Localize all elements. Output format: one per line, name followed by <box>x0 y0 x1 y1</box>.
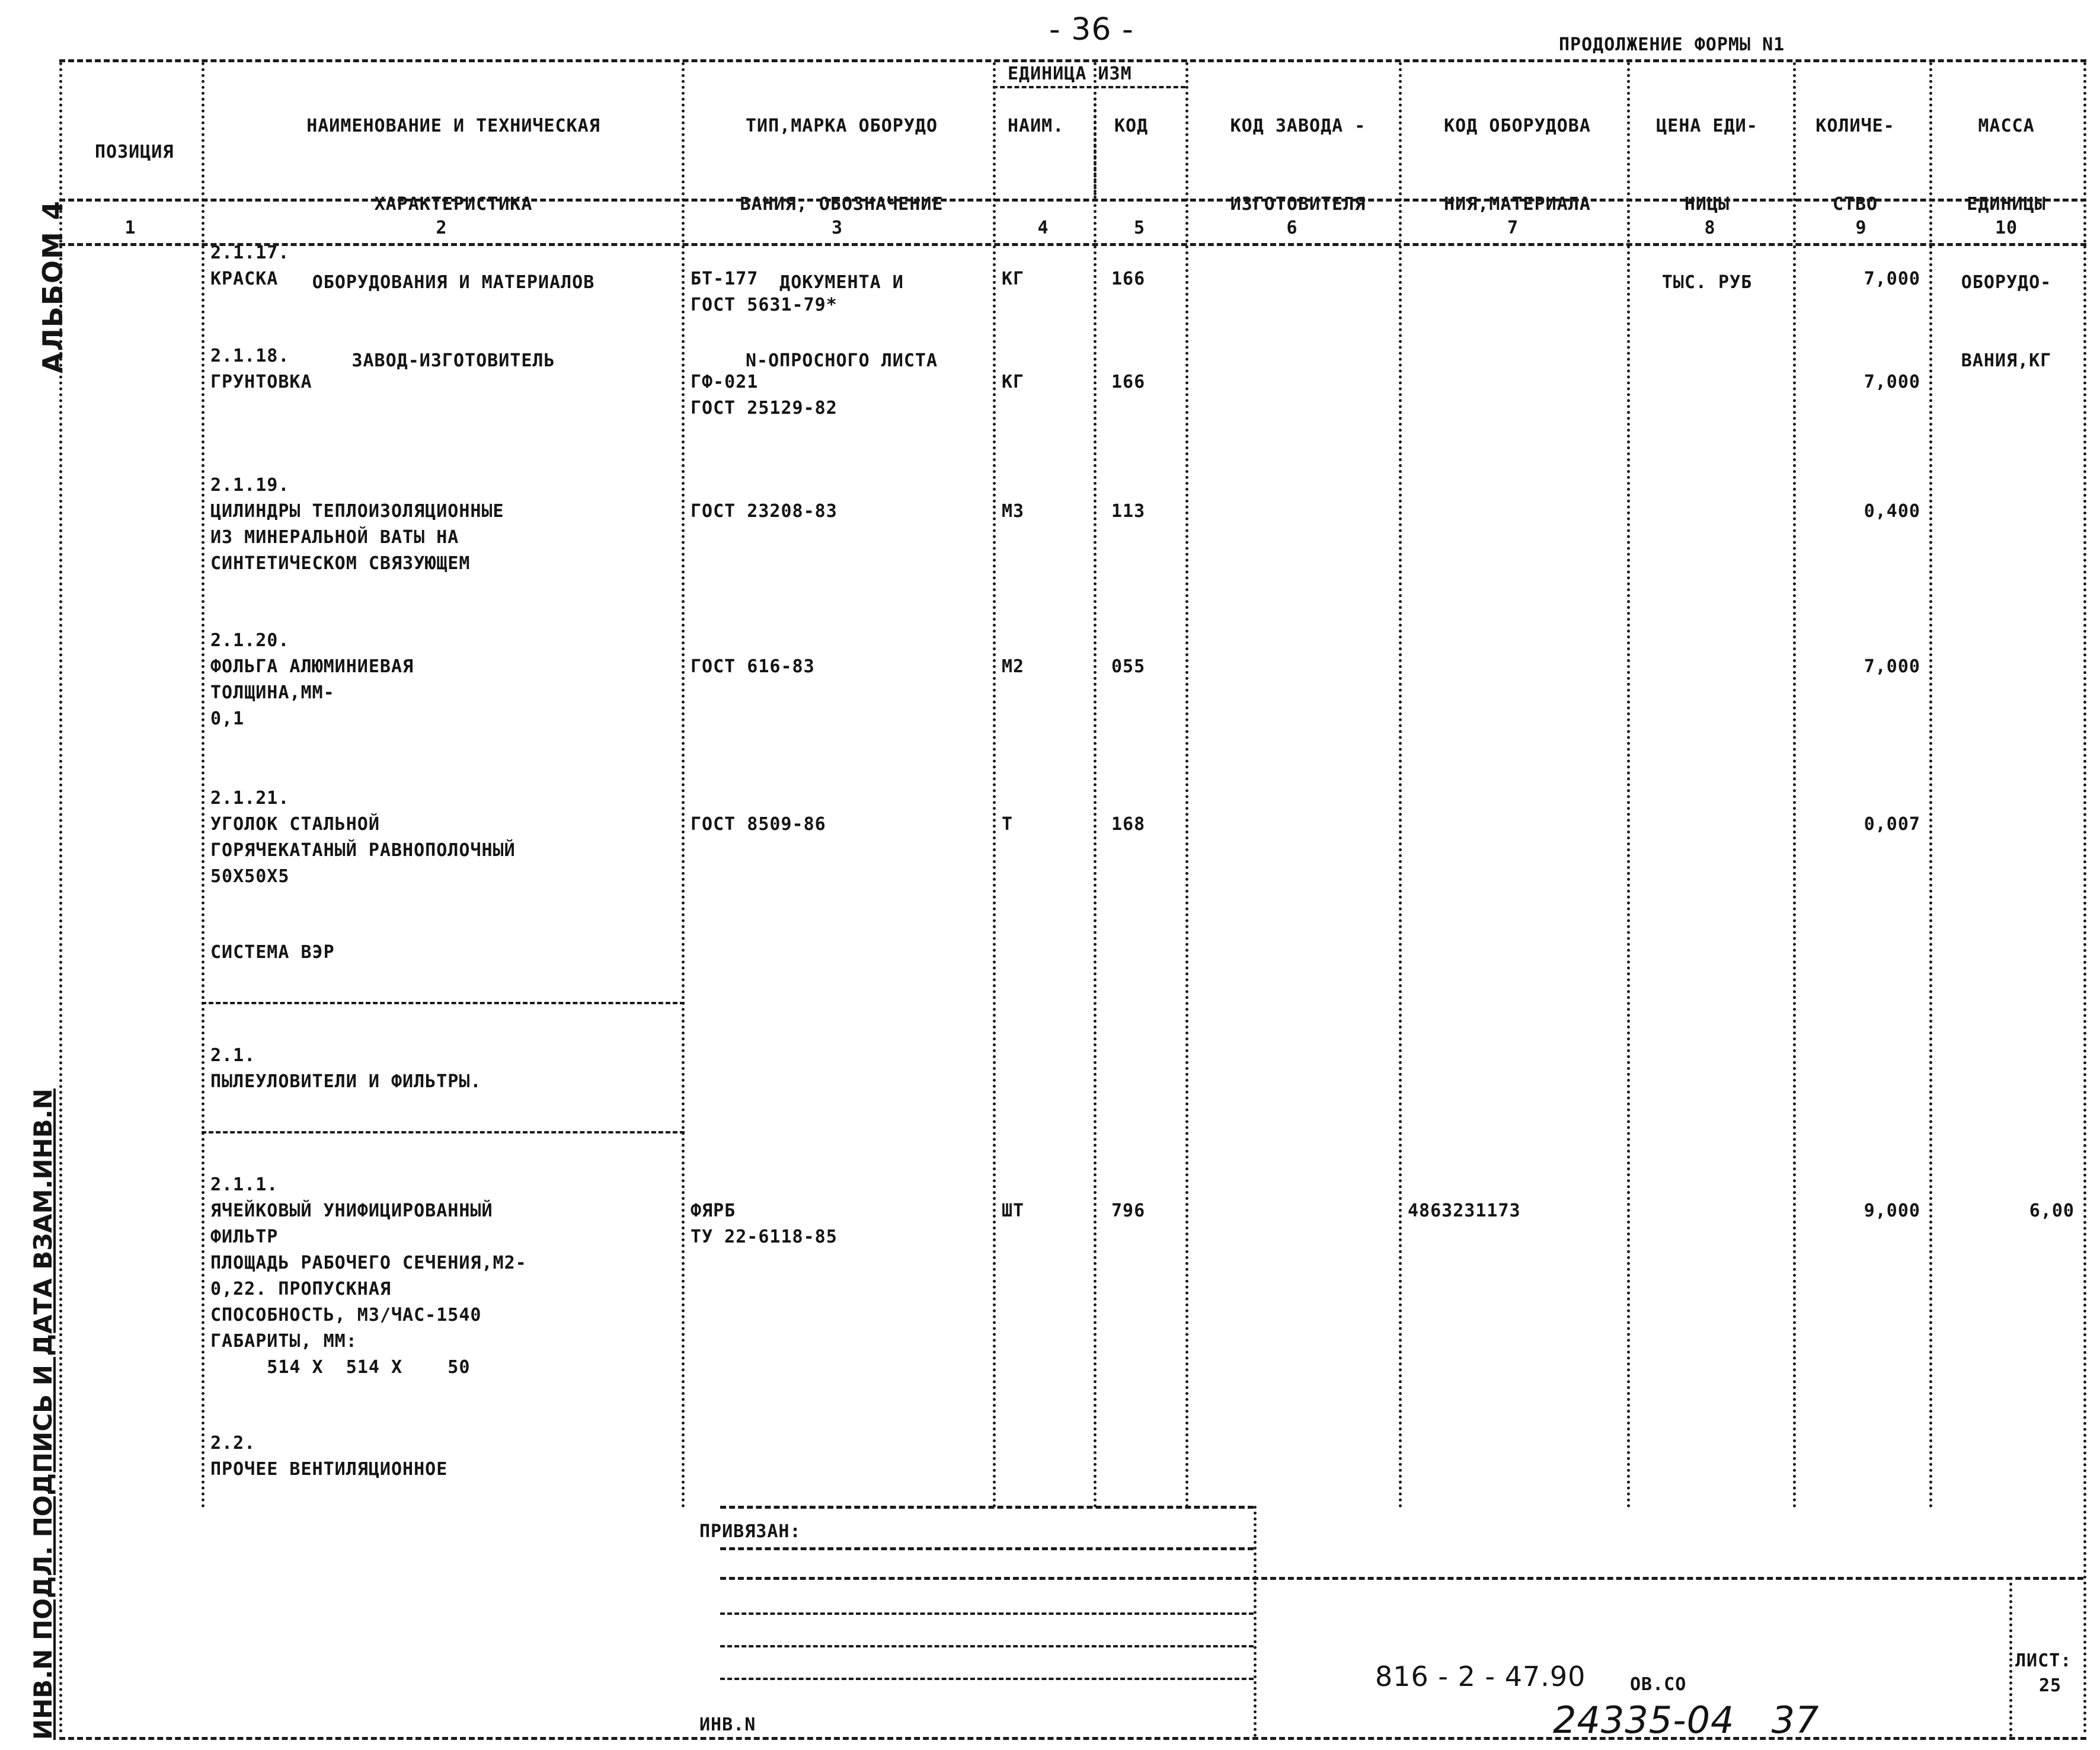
stamp-line-6 <box>720 1678 1254 1680</box>
column-divider-1 <box>202 62 204 1509</box>
document-suffix: ОВ.СО <box>1630 1674 1687 1695</box>
unit-code: 166 <box>1111 269 1146 289</box>
column-number-8: 8 <box>1704 218 1716 238</box>
column-number-3: 3 <box>831 218 843 238</box>
stamp-line-4 <box>720 1612 1254 1615</box>
item-name-line: 50X50X5 <box>210 866 290 887</box>
item-name-line: КРАСКА <box>210 269 279 289</box>
stamp-top-line <box>720 1506 1254 1509</box>
column-divider-5 <box>1185 62 1188 1509</box>
column-number-divider <box>59 243 2086 246</box>
equipment-code: 4863231173 <box>1408 1200 1521 1221</box>
item-type-line: ТУ 22-6118-85 <box>691 1227 838 1247</box>
item-name-line: ЯЧЕЙКОВЫЙ УНИФИЦИРОВАННЫЙ <box>210 1200 493 1221</box>
stamp-right-edge <box>1254 1506 1257 1737</box>
item-name-line: 0,22. ПРОПУСКНАЯ <box>210 1279 391 1299</box>
stamp-bound-label: ПРИВЯЗАН: <box>699 1521 801 1542</box>
sheet-number: 25 <box>2039 1675 2062 1696</box>
unit-subheader-line <box>993 86 1185 88</box>
quantity: 7,000 <box>1864 656 1920 677</box>
header-unit-code: КОД <box>1114 116 1149 136</box>
item-type-line: ГФ-021 <box>691 372 759 392</box>
item-name-line: ПЫЛЕУЛОВИТЕЛИ И ФИЛЬТРЫ. <box>210 1071 482 1092</box>
header-name: НАИМЕНОВАНИЕ И ТЕХНИЧЕСКАЯ ХАРАКТЕРИСТИКА ОБОРУДОВАНИЯ И МАТЕРИАЛОВ ЗАВОД-ИЗГОТОВИТЕЛЬ <box>306 116 600 371</box>
item-name-line: 2.1.18. <box>210 346 290 366</box>
unit-name: ШТ <box>1002 1200 1025 1221</box>
page-number: - 36 - <box>1049 12 1134 47</box>
column-number-1: 1 <box>124 218 136 238</box>
item-name-line: СИНТЕТИЧЕСКОМ СВЯЗУЮЩЕМ <box>210 553 471 574</box>
header-divider <box>59 199 2086 202</box>
sheet-label: ЛИСТ: <box>2015 1650 2072 1671</box>
quantity: 7,000 <box>1864 269 1920 289</box>
item-name-line: ТОЛЩИНА,ММ- <box>210 682 335 703</box>
filters-underline <box>202 1131 685 1133</box>
header-type: ТИП,МАРКА ОБОРУДО ВАНИЯ, ОБОЗНАЧЕНИЕ ДОКУМЕНТА И N-ОПРОСНОГО ЛИСТА <box>740 116 944 371</box>
item-type-line: ГОСТ 5631-79* <box>691 295 838 315</box>
unit-code: 796 <box>1111 1200 1146 1221</box>
item-name-line: 2.2. <box>210 1433 256 1454</box>
quantity: 0,007 <box>1864 814 1920 835</box>
stamp-inventory-label: ИНВ.N <box>699 1714 756 1735</box>
item-name-line: СИСТЕМА ВЭР <box>210 942 335 963</box>
side-album-label: АЛЬБОМ 4 <box>37 200 69 373</box>
item-name-line: СПОСОБНОСТЬ, М3/ЧАС-1540 <box>210 1305 482 1326</box>
unit-mass: 6,00 <box>2029 1200 2075 1221</box>
item-name-line: 2.1.1. <box>210 1174 279 1195</box>
header-mass: МАССА ЕДИНИЦЫ ОБОРУДО- ВАНИЯ,КГ <box>1961 116 2052 371</box>
column-divider-7 <box>1627 62 1630 1509</box>
column-divider-3 <box>993 62 996 1509</box>
unit-name: М2 <box>1002 656 1025 677</box>
column-divider-2 <box>682 62 685 1509</box>
item-type-line: ГОСТ 25129-82 <box>691 398 838 419</box>
system-underline <box>202 1002 685 1004</box>
unit-code: 168 <box>1111 814 1146 835</box>
column-divider-4 <box>1094 62 1097 1509</box>
form-title: ПРОДОЛЖЕНИЕ ФОРМЫ N1 <box>1559 34 1785 55</box>
item-name-line: УГОЛОК СТАЛЬНОЙ <box>210 814 380 835</box>
header-position: ПОЗИЦИЯ <box>95 142 174 162</box>
item-name-line: ПЛОЩАДЬ РАБОЧЕГО СЕЧЕНИЯ,М2- <box>210 1253 527 1273</box>
header-price: ЦЕНА ЕДИ- НИЦЫ ТЫС. РУБ <box>1656 116 1758 293</box>
header-plant-code: КОД ЗАВОДА - ИЗГОТОВИТЕЛЯ <box>1230 116 1366 215</box>
item-type-line: ФЯРБ <box>691 1200 736 1221</box>
item-name-line: 0,1 <box>210 708 245 729</box>
document-code: 816 - 2 - 47.90 <box>1375 1660 1586 1692</box>
item-type-line: ГОСТ 616-83 <box>691 656 815 677</box>
item-name-line: ЦИЛИНДРЫ ТЕПЛОИЗОЛЯЦИОННЫЕ <box>210 501 504 522</box>
item-name-line: 2.1.20. <box>210 630 290 651</box>
header-unit: ЕДИНИЦА ИЗМ <box>1008 63 1132 84</box>
sheet-box-divider <box>2009 1577 2012 1737</box>
item-name-line: ПРОЧЕЕ ВЕНТИЛЯЦИОННОЕ <box>210 1459 448 1480</box>
item-name-line: ГРУНТОВКА <box>210 372 312 392</box>
header-equip-code: КОД ОБОРУДОВА НИЯ,МАТЕРИАЛА <box>1444 116 1591 215</box>
item-name-line: 514 X 514 X 50 <box>210 1357 471 1378</box>
handwritten-footer: 24335-04 37 <box>1553 1698 1820 1742</box>
stamp-line-5 <box>720 1645 1254 1647</box>
unit-code: 055 <box>1111 656 1146 677</box>
column-number-6: 6 <box>1286 218 1298 238</box>
stamp-line-3 <box>720 1577 2083 1580</box>
table-outer-edge <box>59 62 62 1734</box>
item-name-line: ГОРЯЧЕКАТАНЫЙ РАВНОПОЛОЧНЫЙ <box>210 840 516 861</box>
column-number-10: 10 <box>1994 218 2018 238</box>
quantity: 9,000 <box>1864 1200 1920 1221</box>
item-name-line: 2.1. <box>210 1045 256 1066</box>
column-divider-6 <box>1399 62 1402 1509</box>
unit-name: КГ <box>1002 269 1025 289</box>
unit-name: КГ <box>1002 372 1025 392</box>
item-name-line: 2.1.19. <box>210 475 290 496</box>
table-outer-edge <box>2083 62 2086 1734</box>
stamp-line-2 <box>720 1547 1254 1550</box>
column-number-5: 5 <box>1133 218 1146 238</box>
item-name-line: ФОЛЬГА АЛЮМИНИЕВАЯ <box>210 656 414 677</box>
column-number-7: 7 <box>1507 218 1519 238</box>
unit-code: 166 <box>1111 372 1146 392</box>
item-name-line: ИЗ МИНЕРАЛЬНОЙ ВАТЫ НА <box>210 527 459 548</box>
header-quantity: КОЛИЧЕ- СТВО <box>1815 116 1895 215</box>
item-name-line: 2.1.17. <box>210 242 290 263</box>
quantity: 0,400 <box>1864 501 1920 522</box>
item-type-line: ГОСТ 23208-83 <box>691 501 838 522</box>
item-name-line: ФИЛЬТР <box>210 1227 279 1247</box>
unit-subcolumn-divider <box>1094 86 1097 199</box>
quantity: 7,000 <box>1864 372 1920 392</box>
column-number-9: 9 <box>1855 218 1867 238</box>
table-top-border <box>59 59 2086 62</box>
unit-name: М3 <box>1002 501 1025 522</box>
item-name-line: ГАБАРИТЫ, ММ: <box>210 1331 357 1352</box>
unit-name: Т <box>1002 814 1014 835</box>
column-number-4: 4 <box>1037 218 1049 238</box>
side-inventory-label: ИНВ.N ПОДЛ. ПОДПИСЬ И ДАТА ВЗАМ.ИНВ.N <box>28 1088 57 1740</box>
item-type-line: ГОСТ 8509-86 <box>691 814 826 835</box>
item-name-line: 2.1.21. <box>210 788 290 809</box>
unit-code: 113 <box>1111 501 1146 522</box>
item-type-line: БТ-177 <box>691 269 759 289</box>
header-unit-name: НАИМ. <box>1008 116 1065 136</box>
column-divider-9 <box>1929 62 1932 1509</box>
column-number-2: 2 <box>436 218 448 238</box>
column-divider-8 <box>1793 62 1796 1509</box>
